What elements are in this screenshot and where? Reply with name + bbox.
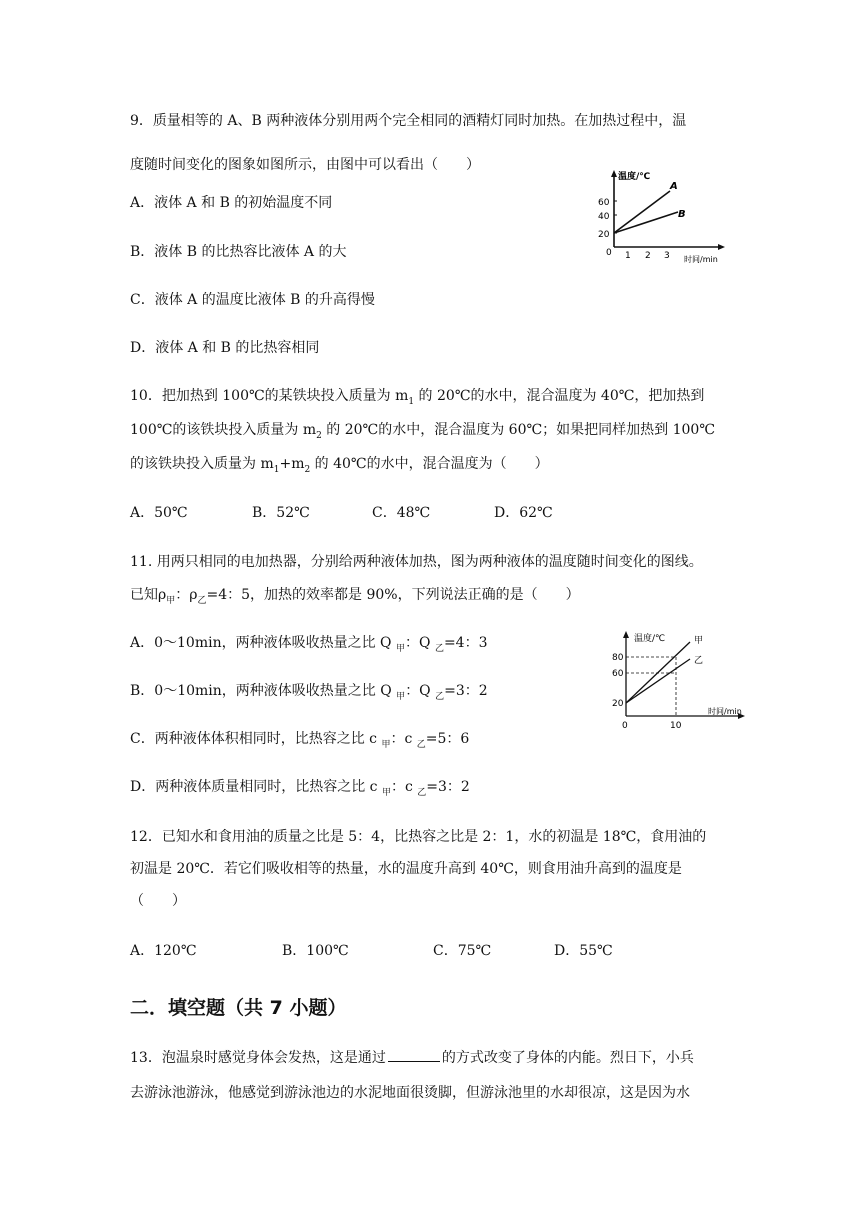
q11-line-jia <box>626 642 690 703</box>
q9-line-b <box>614 212 678 233</box>
q13-stem-line-2: 去游泳池游泳，他感觉到游泳池边的水泥地面很烫脚，但游泳池里的水却很凉，这是因为水 <box>130 1085 690 1101</box>
q12-option-d: D．55℃ <box>554 943 613 959</box>
q10-stem-line-3: 的该铁块投入质量为 $m_1+m_2$ 的 40℃的水中，混合温度为（ ） <box>130 456 549 475</box>
q11-label-yi: 乙 <box>694 656 704 666</box>
q11-x-label: 时间/min <box>708 707 742 716</box>
q10-option-b: B．52℃ <box>252 505 310 521</box>
q9-option-d: D．液体 A 和 B 的比热容相同 <box>130 340 320 356</box>
q10-stem-line-2: 100℃的该铁块投入质量为 $m_2$ 的 20℃的水中，混合温度为 60℃；如果把同样加热到 100℃ <box>130 422 715 441</box>
q10-option-c: C．48℃ <box>372 505 431 521</box>
q9-option-b: B．液体 B 的比热容比液体 A 的大 <box>130 244 347 260</box>
q9-ytick-60: 60 <box>598 198 610 208</box>
q11-option-a: A．0～10min，两种液体吸收热量之比 Q $_甲$：Q $_乙$=4：3 <box>130 635 488 654</box>
q11-y-arrow <box>623 631 629 638</box>
section-heading-fill-in: 二．填空题（共 7 小题） <box>130 997 347 1019</box>
q9-ytick-40: 40 <box>598 212 610 222</box>
q11-label-jia: 甲 <box>694 636 704 646</box>
q11-ytick-20: 20 <box>612 699 624 709</box>
q13-answer-blank[interactable] <box>388 1047 440 1062</box>
q9-label-a: A <box>670 181 678 192</box>
q10-option-a: A．50℃ <box>130 505 188 521</box>
q11-y-label: 温度/℃ <box>634 634 666 644</box>
q9-line-a <box>614 191 670 233</box>
q9-label-b: B <box>678 209 686 220</box>
q9-xtick-1: 1 <box>625 251 631 261</box>
q10-option-d: D．62℃ <box>494 505 553 521</box>
q11-ytick-60: 60 <box>612 669 624 679</box>
q9-option-a: A．液体 A 和 B 的初始温度不同 <box>130 195 333 211</box>
q11-option-d: D．两种液体质量相同时，比热容之比 c $_甲$：c $_乙$=3：2 <box>130 779 470 798</box>
q9-y-arrow <box>611 170 617 177</box>
q11-option-c: C．两种液体体积相同时，比热容之比 c $_甲$：c $_乙$=5：6 <box>130 731 470 750</box>
q12-stem-line-2: 初温是 20℃．若它们吸收相等的热量，水的温度升高到 40℃，则食用油升高到的温度是 <box>130 861 682 877</box>
q9-option-c: C．液体 A 的温度比液体 B 的升高得慢 <box>130 292 375 308</box>
q9-origin: 0 <box>606 248 612 258</box>
q11-option-b: B．0～10min，两种液体吸收热量之比 Q $_甲$：Q $_乙$=3：2 <box>130 683 488 702</box>
q9-ytick-20: 20 <box>598 230 610 240</box>
q12-option-a: A．120℃ <box>130 943 197 959</box>
q9-x-arrow <box>718 244 725 250</box>
q11-origin: 0 <box>622 721 628 731</box>
q9-stem-line-1: 9．质量相等的 A、B 两种液体分别用两个完全相同的酒精灯同时加热。在加热过程中，温 <box>130 113 687 129</box>
q9-x-label: 时间/min <box>684 255 718 264</box>
q9-y-label: 温度/℃ <box>618 172 651 182</box>
q9-xtick-2: 2 <box>645 251 651 261</box>
q11-ytick-80: 80 <box>612 653 624 663</box>
q11-stem-line-2: 已知$\rho_甲$：$\rho_乙=4$：5，加热的效率都是 90%，下列说法正确的是（ ） <box>130 587 580 606</box>
q9-xtick-3: 3 <box>664 251 670 261</box>
q12-option-c: C．75℃ <box>433 943 492 959</box>
q12-stem-line-3: （ ） <box>130 893 186 909</box>
q11-xtick-10: 10 <box>670 721 682 731</box>
q10-stem-line-1: 10．把加热到 100℃的某铁块投入质量为 $m_1$ 的 20℃的水中，混合温度为 40℃，把加热到 <box>130 388 705 407</box>
q12-stem-line-1: 12．已知水和食用油的质量之比是 5：4，比热容之比是 2：1，水的初温是 18℃，食用油的 <box>130 829 707 845</box>
q9-stem-line-2: 度随时间变化的图象如图所示，由图中可以看出（ ） <box>130 157 480 173</box>
q12-option-b: B．100℃ <box>282 943 349 959</box>
q9-temperature-graph <box>594 165 744 269</box>
q13-stem-line-1: 13．泡温泉时感觉身体会发热，这是通过 的方式改变了身体的内能。烈日下，小兵 <box>130 1047 694 1068</box>
q11-temperature-graph <box>610 628 755 740</box>
q11-stem-line-1: 11. 用两只相同的电加热器，分别给两种液体加热，图为两种液体的温度随时间变化的图线。 <box>130 554 703 570</box>
q11-line-yi <box>626 659 690 703</box>
